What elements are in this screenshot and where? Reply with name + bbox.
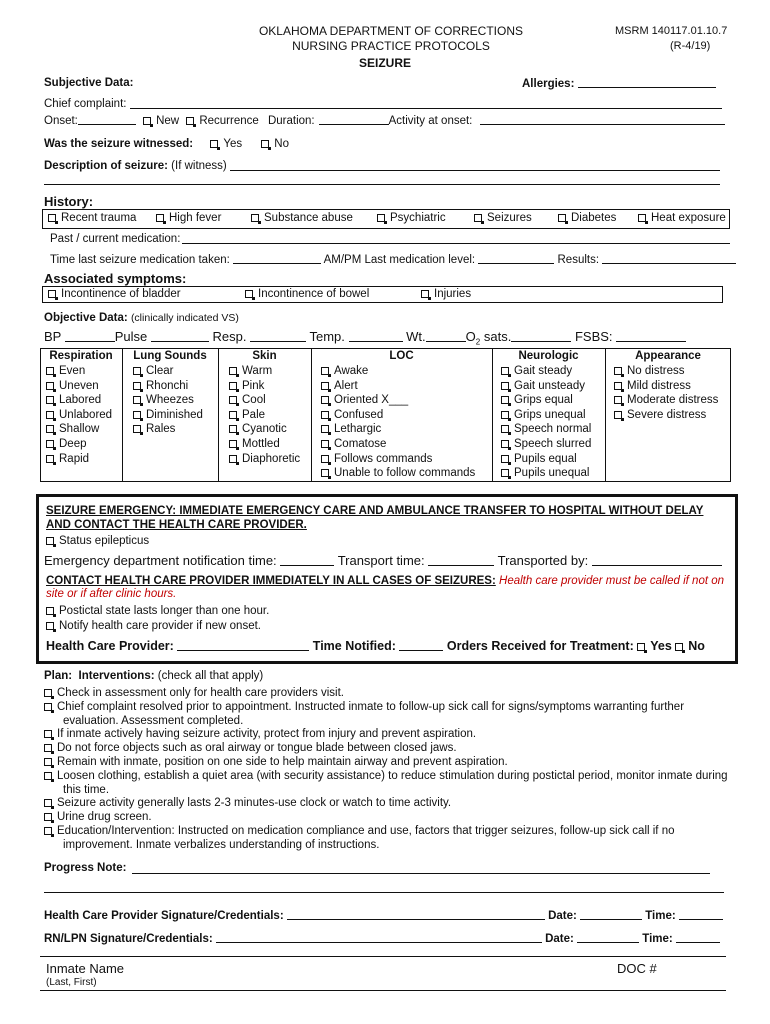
option-label: Mottled — [242, 438, 280, 450]
plan-item-text: If inmate actively having seizure activity, protect from injury and prevent aspiration. — [57, 728, 477, 741]
skin-option[interactable] — [229, 409, 265, 421]
checkbox[interactable] — [46, 425, 54, 433]
lung-sounds-option[interactable] — [133, 423, 175, 435]
dept-name: OKLAHOMA DEPARTMENT OF CORRECTIONS — [258, 24, 524, 38]
witnessed-row: Was the seizure witnessed: Yes No — [44, 138, 289, 150]
appearance-option[interactable] — [614, 380, 691, 392]
rn-time-field[interactable] — [676, 932, 720, 943]
respiration-option[interactable] — [46, 365, 85, 377]
skin-header: Skin — [252, 350, 277, 362]
neurologic-option[interactable] — [501, 467, 589, 479]
associated-label: Associated symptoms: — [44, 271, 187, 286]
checkbox[interactable] — [133, 396, 141, 404]
option-label: Severe distress — [627, 408, 707, 421]
plan-item-text: Loosen clothing, establish a quiet area (with security assistance) to reduce stimulation during postictal period, monitor inmate during — [57, 769, 728, 782]
option-label: Labored — [59, 394, 102, 407]
plan-item[interactable] — [44, 687, 344, 699]
option-label: Pupils unequal — [514, 467, 590, 480]
checkbox[interactable] — [229, 382, 237, 390]
checkbox[interactable] — [133, 425, 141, 433]
respiration-option[interactable] — [46, 423, 99, 435]
option-label: Clear — [146, 365, 174, 377]
option-label: Oriented X___ — [334, 394, 409, 407]
time-notified-field[interactable] — [399, 639, 443, 651]
respiration-option[interactable] — [46, 453, 89, 465]
orders-no-checkbox[interactable] — [675, 643, 683, 651]
appearance-header: Appearance — [635, 350, 701, 362]
subjective-label: Subjective Data: — [44, 77, 134, 89]
loc-option[interactable] — [321, 423, 381, 435]
plan-item[interactable] — [44, 728, 476, 740]
col-divider — [311, 348, 312, 482]
witnessed-yes-checkbox[interactable] — [210, 140, 218, 148]
chief-complaint-field[interactable] — [130, 108, 722, 109]
checkbox[interactable] — [501, 396, 509, 404]
checkbox[interactable] — [229, 440, 237, 448]
option-label: Grips unequal — [514, 408, 586, 421]
plan-item[interactable] — [44, 756, 508, 768]
plan-item-text: Urine drug screen. — [57, 811, 152, 824]
form-number: MSRM 140117.01.10.7 — [615, 25, 728, 37]
neurologic-option[interactable] — [501, 365, 572, 377]
hcp-row: Health Care Provider: Time Notified: Orders Received for Treatment: Yes No — [46, 639, 705, 653]
medication-label: Past / current medication: — [50, 233, 181, 245]
option-label: Rales — [146, 423, 176, 436]
checkbox[interactable] — [133, 367, 141, 375]
option-label: Lethargic — [334, 423, 382, 436]
plan-item-text: Do not force objects such as oral airway or tongue blade between closed jaws. — [57, 742, 457, 755]
option-label: Mild distress — [627, 379, 691, 392]
skin-option[interactable] — [229, 394, 266, 406]
plan-item-text: Education/Intervention: Instructed on medication compliance and use, factors that trigger seizures, follow-up sick call if no — [57, 825, 675, 837]
checkbox[interactable] — [229, 396, 237, 404]
option-label: Diaphoretic — [242, 452, 301, 465]
option-label: Unable to follow commands — [334, 467, 476, 480]
checkbox[interactable] — [501, 382, 509, 390]
protocols-title: NURSING PRACTICE PROTOCOLS — [292, 39, 490, 53]
notification-time-field[interactable] — [280, 554, 334, 566]
checkbox[interactable] — [321, 411, 329, 419]
hcp-signature-field[interactable] — [287, 909, 545, 920]
page-title: SEIZURE — [358, 56, 411, 70]
col-divider — [122, 348, 123, 482]
plan-item-continuation: this time. — [63, 783, 110, 796]
checkbox[interactable] — [321, 396, 329, 404]
option-label: Rhonchi — [146, 379, 189, 392]
o2-field[interactable] — [511, 330, 571, 342]
plan-item-text: Seizure activity generally lasts 2-3 minutes-use clock or watch to time activity. — [57, 797, 452, 810]
plan-item-text: Remain with inmate, position on one side to help maintain airway and prevent aspiration. — [57, 756, 508, 768]
recurrence-checkbox[interactable] — [186, 117, 194, 125]
duration-field[interactable] — [319, 114, 389, 125]
history-substance-abuse[interactable]: Substance abuse — [251, 212, 353, 224]
checkbox[interactable] — [501, 455, 509, 463]
skin-option[interactable] — [229, 423, 287, 435]
loc-option[interactable] — [321, 409, 383, 421]
revision: (R-4/19) — [670, 40, 711, 52]
option-label: Comatose — [334, 438, 387, 450]
checkbox[interactable] — [501, 440, 509, 448]
checkbox[interactable] — [133, 411, 141, 419]
contact-heading-row: CONTACT HEALTH CARE PROVIDER IMMEDIATELY IN ALL CASES OF SEIZURES: Health care provider must be called if not on — [46, 575, 725, 587]
history-recent-trauma[interactable]: Recent trauma — [48, 212, 136, 224]
chief-complaint-label: Chief complaint: — [44, 98, 127, 110]
option-label: No distress — [627, 365, 685, 377]
option-label: Rapid — [59, 452, 90, 465]
checkbox[interactable] — [614, 411, 622, 419]
doc-number-label: DOC # — [617, 961, 657, 976]
option-label: Pink — [242, 379, 265, 392]
skin-option[interactable] — [229, 380, 264, 392]
option-label: Unlabored — [59, 408, 113, 421]
checkbox[interactable] — [321, 455, 329, 463]
option-label: Follows commands — [334, 452, 433, 465]
last-level-field[interactable] — [478, 253, 554, 264]
contact-note: site or if after clinic hours. — [46, 588, 177, 600]
footer-top-rule — [40, 956, 726, 957]
history-high-fever[interactable]: High fever — [156, 212, 221, 224]
appearance-option[interactable] — [614, 409, 706, 421]
orders-yes-checkbox[interactable] — [637, 643, 645, 651]
witnessed-no-checkbox[interactable] — [261, 140, 269, 148]
checkbox[interactable] — [44, 813, 52, 821]
checkbox[interactable] — [46, 455, 54, 463]
neurologic-header: Neurologic — [518, 350, 579, 362]
lung-sounds-option[interactable] — [133, 394, 194, 406]
checkbox[interactable] — [321, 382, 329, 390]
plan-item-text: Chief complaint resolved prior to appointment. Instructed inmate to follow-up sick call for signs/symptoms warranting further — [57, 700, 685, 713]
hcp-time-field[interactable] — [679, 909, 723, 920]
checkbox[interactable] — [133, 382, 141, 390]
checkbox[interactable] — [614, 396, 622, 404]
rn-date-field[interactable] — [577, 932, 639, 943]
option-label: Shallow — [59, 423, 100, 436]
option-label: Gait unsteady — [514, 379, 585, 392]
emergency-heading-2: AND CONTACT THE HEALTH CARE PROVIDER. — [46, 519, 307, 531]
new-checkbox[interactable] — [143, 117, 151, 125]
neurologic-option[interactable] — [501, 453, 577, 465]
respiration-option[interactable] — [46, 409, 112, 421]
checkbox[interactable] — [44, 744, 52, 752]
plan-item[interactable] — [44, 770, 728, 782]
checkbox[interactable] — [44, 827, 52, 835]
option-label: Pale — [242, 408, 266, 421]
lung-sounds-option[interactable] — [133, 380, 188, 392]
last-first-label: (Last, First) — [46, 977, 97, 988]
progress-note-label: Progress Note: — [44, 862, 127, 874]
footer-bottom-rule — [40, 990, 726, 991]
option-label: Alert — [334, 379, 358, 392]
loc-option[interactable] — [321, 365, 368, 377]
option-label: Diminished — [146, 408, 203, 421]
history-label: History: — [44, 194, 94, 209]
allergies-field[interactable] — [578, 77, 716, 88]
option-label: Cool — [242, 394, 266, 407]
checkbox[interactable] — [44, 758, 52, 766]
checkbox[interactable] — [501, 411, 509, 419]
time-last-field[interactable] — [233, 253, 321, 264]
new-onset-checkbox[interactable]: Notify health care provider if new onset. — [46, 620, 261, 632]
option-label: Warm — [242, 365, 273, 377]
checkbox[interactable] — [321, 469, 329, 477]
option-label: Even — [59, 365, 86, 377]
checkbox[interactable] — [44, 689, 52, 697]
option-label: Deep — [59, 438, 87, 450]
checkbox[interactable] — [44, 703, 52, 711]
checkbox[interactable] — [321, 440, 329, 448]
plan-item[interactable] — [44, 825, 675, 837]
checkbox[interactable] — [321, 367, 329, 375]
injuries[interactable]: Injuries — [421, 288, 471, 300]
plan-item-text: Check in assessment only for health care providers visit. — [57, 687, 344, 699]
plan-item[interactable] — [44, 797, 451, 809]
checkbox[interactable] — [44, 799, 52, 807]
hcp-date-field[interactable] — [580, 909, 642, 920]
appearance-option[interactable] — [614, 365, 685, 377]
vitals-row: BP Pulse Resp. Temp. Wt. $O_2$ sats. FSBS: — [44, 329, 686, 347]
loc-option[interactable] — [321, 467, 475, 479]
incontinence-bladder[interactable]: Incontinence of bladder — [48, 288, 181, 300]
checkbox[interactable] — [614, 367, 622, 375]
incontinence-bowel[interactable]: Incontinence of bowel — [245, 288, 369, 300]
skin-option[interactable] — [229, 438, 280, 450]
wt-field[interactable] — [426, 330, 466, 342]
checkbox[interactable] — [46, 382, 54, 390]
checkbox[interactable] — [501, 367, 509, 375]
resp-field[interactable] — [250, 330, 306, 342]
skin-option[interactable] — [229, 453, 300, 465]
option-label: Speech slurred — [514, 438, 592, 450]
checkbox[interactable] — [46, 440, 54, 448]
col-divider — [218, 348, 219, 482]
history-seizures[interactable]: Seizures — [474, 212, 532, 224]
objective-row: Objective Data: (clinically indicated VS) — [44, 312, 239, 324]
fsbs-field[interactable] — [616, 330, 686, 342]
plan-item[interactable] — [44, 701, 684, 713]
loc-option[interactable] — [321, 394, 408, 406]
description-row: Description of seizure: (If witness) — [44, 160, 227, 172]
checkbox[interactable] — [229, 455, 237, 463]
checkbox[interactable] — [501, 425, 509, 433]
medication-field[interactable] — [182, 243, 730, 244]
option-label: Moderate distress — [627, 394, 719, 407]
emergency-notification-row: Emergency department notification time: Transport time: Transported by: — [44, 553, 722, 568]
description-field[interactable] — [230, 170, 720, 171]
rn-signature-row: RN/LPN Signature/Credentials: Date: Time: — [44, 932, 720, 945]
col-divider — [605, 348, 606, 482]
option-label: Speech normal — [514, 423, 592, 436]
bp-field[interactable] — [65, 330, 115, 342]
lung-sounds-header: Lung Sounds — [133, 350, 207, 362]
neurologic-option[interactable] — [501, 409, 586, 421]
option-label: Uneven — [59, 379, 99, 392]
progress-note-field-2[interactable] — [44, 892, 724, 893]
plan-item[interactable] — [44, 742, 457, 754]
progress-note-field[interactable] — [132, 873, 710, 874]
respiration-option[interactable] — [46, 394, 101, 406]
hcp-signature-row: Health Care Provider Signature/Credentials: Date: Time: — [44, 909, 723, 922]
inmate-name-label: Inmate Name — [46, 961, 125, 976]
option-label: Wheezes — [146, 394, 194, 407]
plan-item-continuation: evaluation. Assessment completed. — [63, 714, 244, 727]
checkbox[interactable] — [229, 367, 237, 375]
status-epilepticus[interactable]: Status epilepticus — [46, 535, 149, 547]
checkbox[interactable] — [614, 382, 622, 390]
plan-item[interactable] — [44, 811, 152, 823]
loc-option[interactable] — [321, 380, 358, 392]
option-label: Pupils equal — [514, 452, 577, 465]
pulse-field[interactable] — [151, 330, 209, 342]
col-divider — [492, 348, 493, 482]
neurologic-option[interactable] — [501, 438, 591, 450]
plan-row: Plan: Interventions: (check all that apply) — [44, 670, 264, 682]
checkbox[interactable] — [229, 411, 237, 419]
checkbox[interactable] — [229, 425, 237, 433]
onset-row: Onset: New Recurrence Duration: Activity at onset: — [44, 114, 725, 127]
loc-option[interactable] — [321, 453, 432, 465]
option-label: Awake — [334, 365, 369, 377]
allergies-label: Allergies: — [522, 77, 716, 90]
option-label: Confused — [334, 408, 384, 421]
time-last-row: Time last seizure medication taken: AM/PM Last medication level: Results: — [50, 253, 736, 266]
respiration-header: Respiration — [49, 350, 113, 362]
checkbox[interactable] — [321, 425, 329, 433]
option-label: Gait steady — [514, 365, 573, 377]
history-diabetes[interactable]: Diabetes — [558, 212, 616, 224]
emergency-heading: SEIZURE EMERGENCY: IMMEDIATE EMERGENCY CARE AND AMBULANCE TRANSFER TO HOSPITAL WITHOUT DELAY — [46, 505, 704, 517]
results-field[interactable] — [602, 253, 736, 264]
lung-sounds-option[interactable] — [133, 365, 173, 377]
postictal-checkbox[interactable]: Postictal state lasts longer than one hour. — [46, 605, 269, 617]
option-label: Cyanotic — [242, 423, 287, 436]
temp-field[interactable] — [349, 330, 403, 342]
option-label: Grips equal — [514, 394, 573, 407]
transport-time-field[interactable] — [428, 554, 494, 566]
lung-sounds-option[interactable] — [133, 409, 203, 421]
description-field-2[interactable] — [44, 184, 720, 185]
respiration-option[interactable] — [46, 438, 87, 450]
history-psychiatric[interactable]: Psychiatric — [377, 212, 446, 224]
checkbox[interactable] — [44, 772, 52, 780]
skin-option[interactable] — [229, 365, 272, 377]
neurologic-option[interactable] — [501, 394, 573, 406]
checkbox[interactable] — [46, 411, 54, 419]
loc-header: LOC — [389, 350, 414, 362]
transported-by-field[interactable] — [592, 554, 722, 566]
checkbox[interactable] — [501, 469, 509, 477]
hcp-field[interactable] — [177, 639, 309, 651]
neurologic-option[interactable] — [501, 423, 591, 435]
activity-field[interactable] — [480, 114, 725, 125]
checkbox[interactable] — [44, 730, 52, 738]
appearance-option[interactable] — [614, 394, 718, 406]
respiration-option[interactable] — [46, 380, 99, 392]
checkbox[interactable] — [46, 396, 54, 404]
onset-field[interactable] — [78, 114, 136, 125]
neurologic-option[interactable] — [501, 380, 585, 392]
rn-signature-field[interactable] — [216, 932, 542, 943]
plan-item-continuation: improvement. Inmate verbalizes understanding of instructions. — [63, 838, 380, 851]
checkbox[interactable] — [46, 367, 54, 375]
history-heat-exposure[interactable]: Heat exposure — [638, 212, 726, 224]
loc-option[interactable] — [321, 438, 386, 450]
